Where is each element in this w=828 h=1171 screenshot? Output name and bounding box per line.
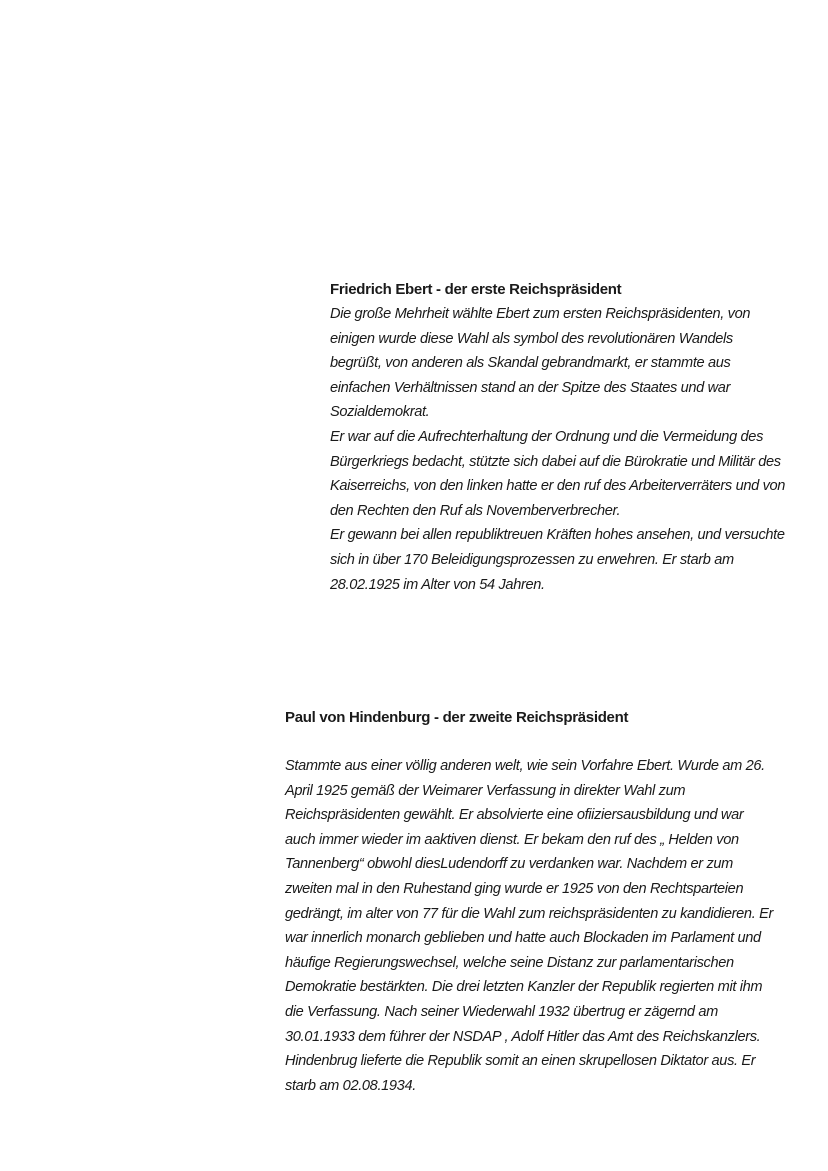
ebert-section bbox=[330, 278, 805, 597]
text-line: Er war auf die Aufrechterhaltung der Ordnung und die Vermeidung des bbox=[330, 428, 764, 445]
ebert-paragraph-2 bbox=[330, 425, 805, 523]
text-line: den Rechten den Ruf als Novemberverbrecher. bbox=[330, 502, 621, 519]
text-line: Sozialdemokrat. bbox=[330, 404, 430, 421]
text-line: 30.01.1933 dem führer der NSDAP , Adolf Hitler das Amt des Reichskanzlers. bbox=[285, 1028, 761, 1045]
text-line: gedrängt, im alter von 77 für die Wahl zum reichspräsidenten zu kandidieren. Er bbox=[285, 905, 773, 922]
heading-gap bbox=[285, 730, 790, 754]
text-line: einfachen Verhältnissen stand an der Spitze des Staates und war bbox=[330, 379, 731, 396]
text-line: die Verfassung. Nach seiner Wiederwahl 1932 übertrug er zägernd am bbox=[285, 1003, 718, 1020]
text-line: sich in über 170 Beleidigungsprozessen zu erwehren. Er starb am bbox=[330, 551, 734, 568]
text-line: zweiten mal in den Ruhestand ging wurde er 1925 von den Rechtsparteien bbox=[285, 880, 744, 897]
ebert-heading: Friedrich Ebert - der erste Reichspräsident bbox=[330, 281, 622, 298]
text-line: Stammte aus einer völlig anderen welt, wie sein Vorfahre Ebert. Wurde am 26. bbox=[285, 758, 765, 774]
text-line: Tannenberg“ obwohl diesLudendorff zu verdanken war. Nachdem er zum bbox=[285, 856, 733, 873]
hindenburg-paragraph bbox=[285, 754, 790, 1098]
ebert-paragraph-3 bbox=[330, 523, 805, 597]
hindenburg-heading: Paul von Hindenburg - der zweite Reichspräsident bbox=[285, 709, 629, 726]
text-line: Demokratie bestärkten. Die drei letzten Kanzler der Republik regierten mit ihm bbox=[285, 979, 763, 996]
ebert-paragraph-1 bbox=[330, 302, 805, 425]
text-line: Er gewann bei allen republiktreuen Kräften hohes ansehen, und versuchte bbox=[330, 527, 785, 544]
text-line: begrüßt, von anderen als Skandal gebrandmarkt, er stammte aus bbox=[330, 355, 731, 372]
text-line: Hindenbrug lieferte die Republik somit an einen skrupellosen Diktator aus. Er bbox=[285, 1053, 756, 1070]
text-line: April 1925 gemäß der Weimarer Verfassung in direkter Wahl zum bbox=[285, 782, 686, 799]
text-line: auch immer wieder im aaktiven dienst. Er bekam den ruf des „ Helden von bbox=[285, 831, 739, 848]
text-line: 28.02.1925 im Alter von 54 Jahren. bbox=[330, 576, 545, 593]
text-line: häufige Regierungswechsel, welche seine Distanz zur parlamentarischen bbox=[285, 954, 734, 971]
text-line: einigen wurde diese Wahl als symbol des revolutionären Wandels bbox=[330, 330, 733, 347]
text-line: starb am 02.08.1934. bbox=[285, 1077, 416, 1094]
text-line: Die große Mehrheit wählte Ebert zum ersten Reichspräsidenten, von bbox=[330, 306, 751, 322]
text-line: Kaiserreichs, von den linken hatte er den ruf des Arbeiterverräters und von bbox=[330, 478, 786, 495]
text-line: war innerlich monarch geblieben und hatte auch Blockaden im Parlament und bbox=[285, 930, 761, 947]
hindenburg-section bbox=[285, 706, 790, 1098]
text-line: Reichspräsidenten gewählt. Er absolvierte eine ofiiziersausbildung und war bbox=[285, 807, 744, 824]
text-line: Bürgerkriegs bedacht, stützte sich dabei auf die Bürokratie und Militär des bbox=[330, 453, 781, 470]
